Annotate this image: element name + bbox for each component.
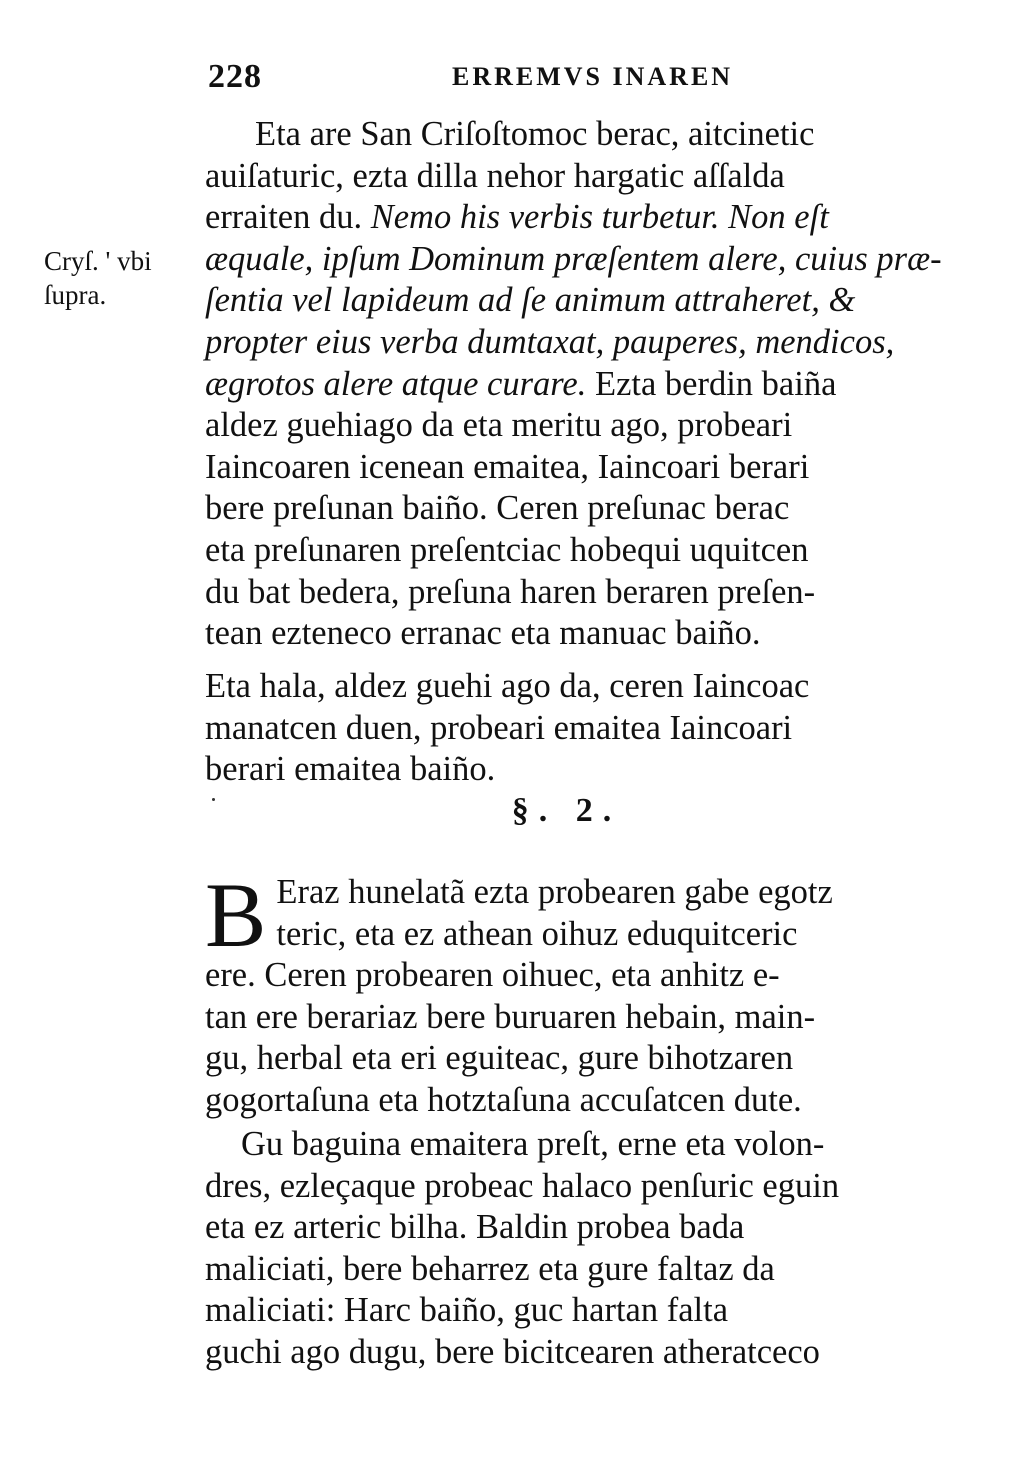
text-line: maliciati: Harc baiño, guc hartan falta bbox=[205, 1291, 729, 1330]
text-line: ere. Ceren probearen oihuec, eta anhitz e- bbox=[205, 956, 780, 995]
marginal-note-line: ſupra. bbox=[44, 280, 107, 310]
text-line: Iaincoaren icenean emaitea, Iaincoari berari bbox=[205, 447, 810, 486]
text-line: guchi ago dugu, bere bicitcearen atheratceco bbox=[205, 1332, 820, 1371]
running-head: ERREMVS INAREN bbox=[452, 62, 734, 91]
paragraph-2 bbox=[205, 666, 923, 791]
paragraph-3 bbox=[205, 864, 923, 1122]
marginal-note-line: Cryſ. ' vbi bbox=[44, 246, 152, 276]
text-line: manatcen duen, probeari emaitea Iaincoari bbox=[205, 708, 793, 747]
latin-quotation-line: ſentia vel lapideum ad ſe animum attraheret, & bbox=[205, 281, 856, 320]
text-line: tan ere berariaz bere buruaren hebain, main- bbox=[205, 997, 816, 1036]
text-line: Gu baguina emaitera preſt, erne eta volon- bbox=[241, 1125, 825, 1163]
text-line: tean ezteneco erranac eta manuac baiño. bbox=[205, 614, 761, 653]
text-line: Eraz hunelatã ezta probearen gabe egotz bbox=[276, 873, 833, 911]
text-segment: erraiten du. bbox=[205, 198, 371, 237]
marginal-note bbox=[44, 244, 194, 312]
text-line: auiſaturic, ezta dilla nehor hargatic aſſalda bbox=[205, 156, 785, 195]
text-line: gogortaſuna eta hotztaſuna accuſatcen dute. bbox=[205, 1080, 802, 1119]
text-line: berari emaitea baiño. bbox=[205, 750, 496, 789]
text-line: eta ez arteric bilha. Baldin probea bada bbox=[205, 1208, 745, 1247]
text-line: aldez guehiago da eta meritu ago, probeari bbox=[205, 406, 793, 445]
text-line bbox=[205, 364, 923, 406]
text-line: du bat bedera, preſuna haren beraren preſen- bbox=[205, 572, 816, 611]
latin-quotation: ægrotos alere atque curare. bbox=[205, 364, 587, 403]
latin-quotation-line: æquale, ipſum Dominum præſentem alere, cuius præ- bbox=[205, 239, 942, 278]
text-line bbox=[205, 197, 923, 239]
text-line: dres, ezleçaque probeac halaco penſuric eguin bbox=[205, 1166, 840, 1205]
text-line: maliciati, bere beharrez eta gure faltaz da bbox=[205, 1249, 775, 1288]
text-line: eta preſunaren preſentciac hobequi uquitcen bbox=[205, 530, 809, 569]
text-line: bere preſunan baiño. Ceren preſunac berac bbox=[205, 489, 790, 528]
paragraph-4 bbox=[205, 1124, 923, 1374]
text-line: Eta hala, aldez guehi ago da, ceren Iaincoac bbox=[205, 667, 810, 705]
page-number: 228 bbox=[208, 58, 262, 95]
drop-cap-initial: B bbox=[205, 864, 267, 966]
paragraph-1 bbox=[205, 114, 942, 655]
text-line: Eta are San Criſoſtomoc berac, aitcinetic bbox=[255, 115, 815, 153]
text-line: gu, herbal eta eri eguiteac, gure bihotzaren bbox=[205, 1039, 794, 1078]
page-header bbox=[0, 58, 1023, 98]
text-segment: Ezta berdin baiña bbox=[586, 364, 837, 403]
section-heading: §. 2. bbox=[511, 792, 622, 829]
latin-quotation-line: propter eius verba dumtaxat, pauperes, mendicos, bbox=[205, 322, 895, 361]
latin-quotation: Nemo his verbis turbetur. Non eſt bbox=[370, 198, 829, 237]
text-line: teric, eta ez athean oihuz eduquitceric bbox=[276, 914, 798, 953]
